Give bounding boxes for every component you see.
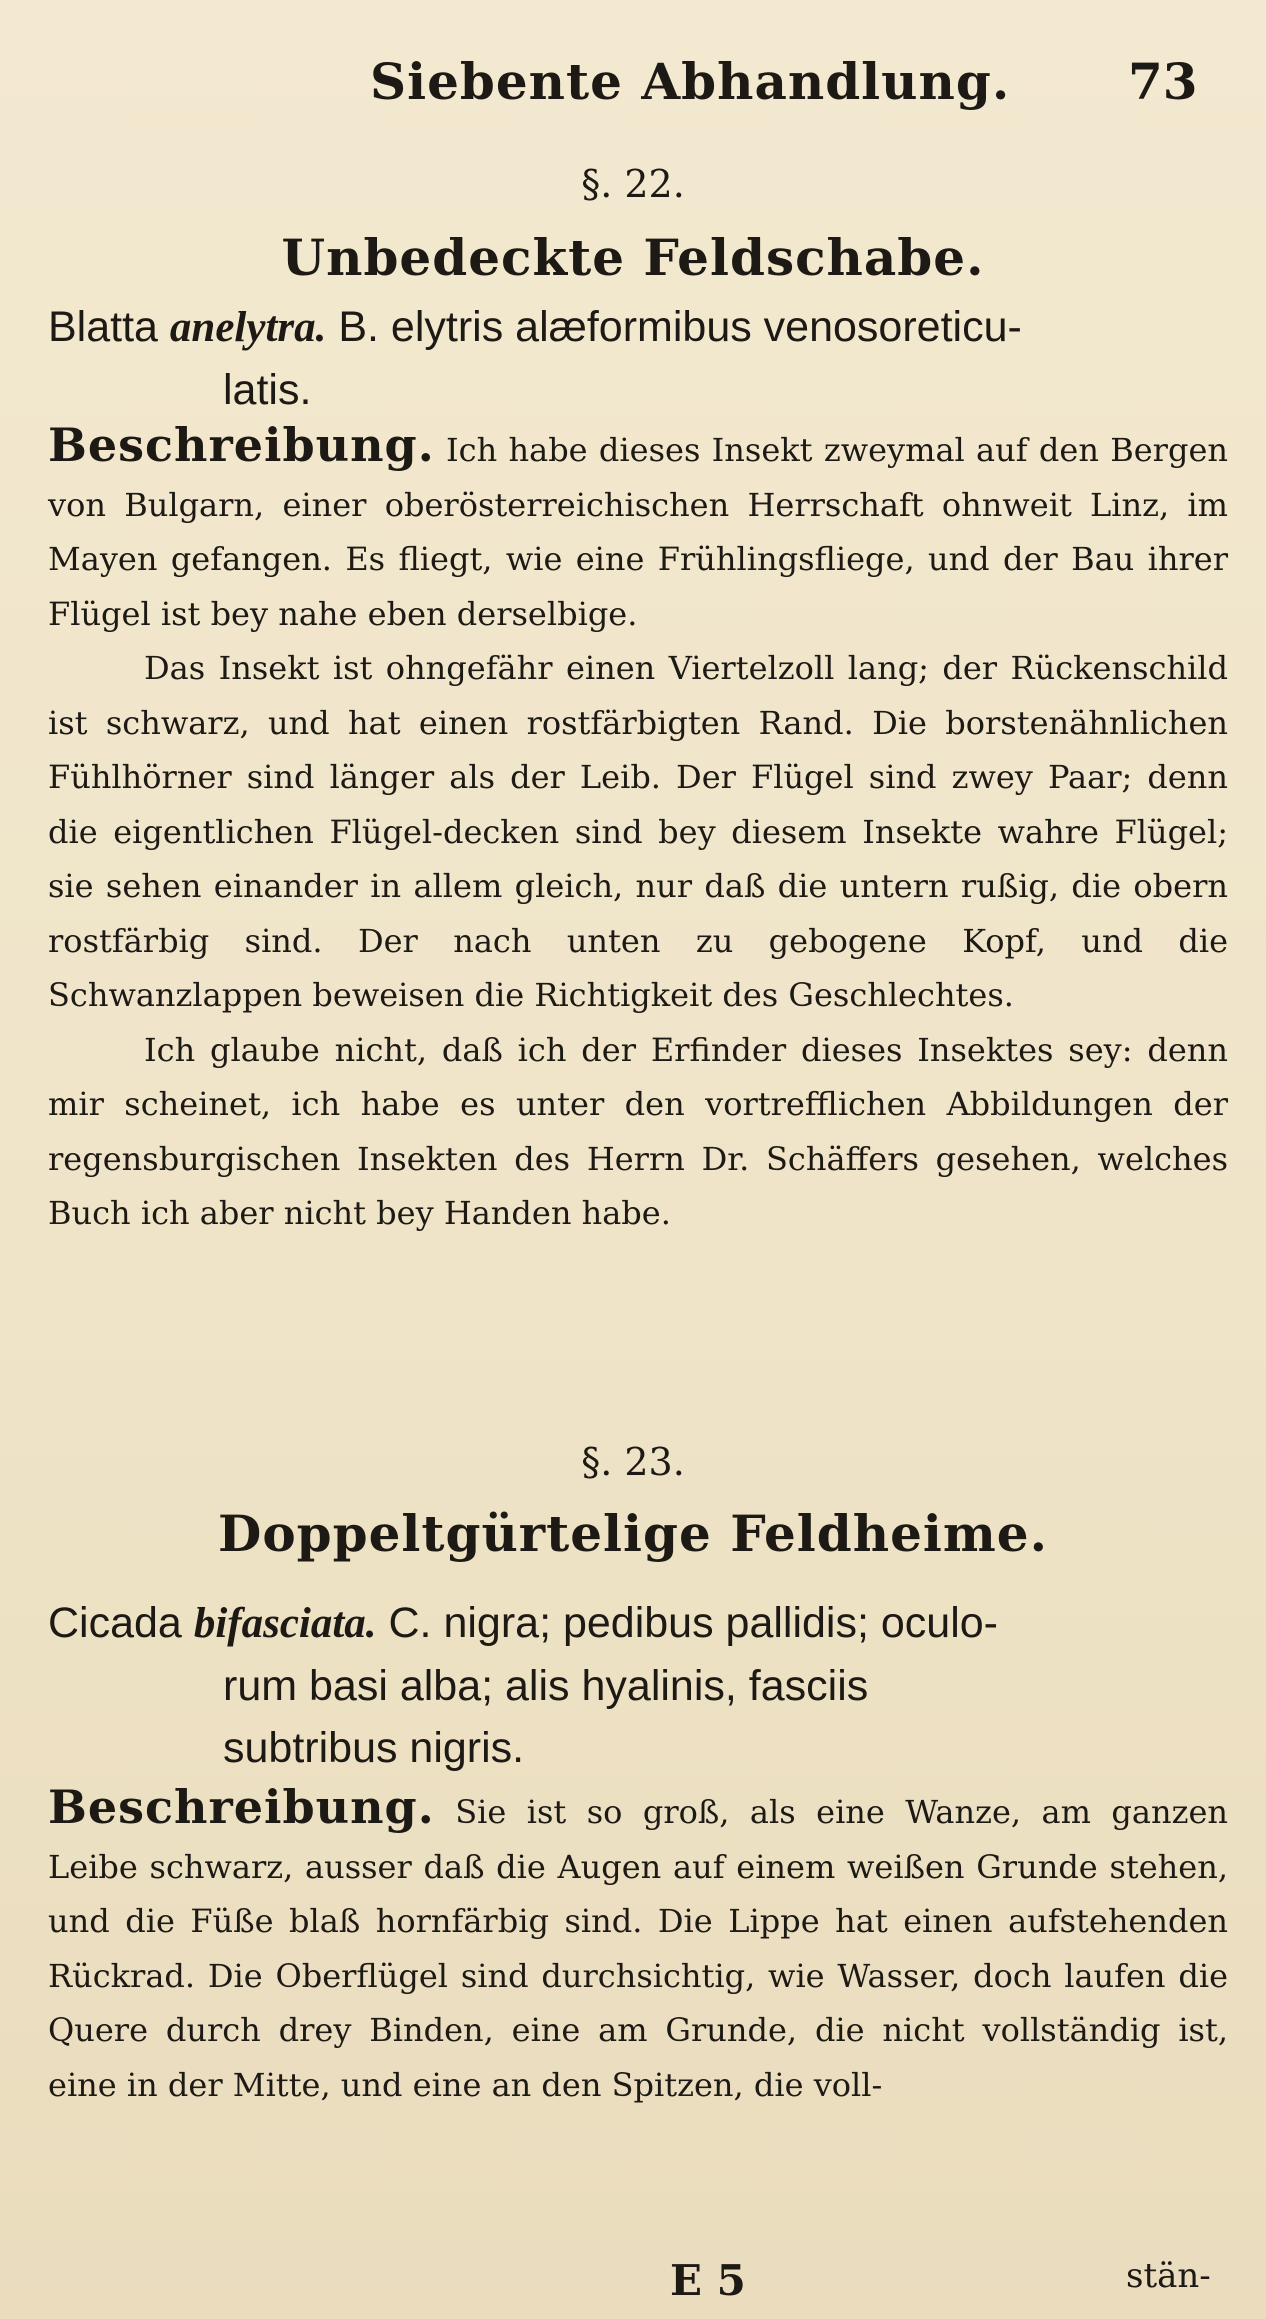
paragraph (48, 1780, 1228, 2112)
paragraph: Ich glaube nicht, daß ich der Erfinder dieses Insektes sey: denn mir scheinet, ich habe es unter den vortrefflichen Abbildungen der regensburgischen Insekten des Herrn Dr. Schäffers gesehen, welches Buch ich aber nicht bey Handen habe. (48, 1030, 1228, 1232)
species-name: anelytra. (169, 304, 327, 351)
genus-name: Blatta (48, 303, 158, 351)
paragraph-text: Ich habe dieses Insekt zweymal auf den Bergen von Bulgarn, einer oberösterreichischen Herrschaft ohnweit Linz, im Mayen gefangen. Es fliegt, wie eine Frühlingsfliege, und der Bau ihrer Flügel ist bey nahe eben derselbige. (48, 431, 1229, 633)
genus-name: Cicada (48, 1599, 182, 1647)
section-23-description (48, 1780, 1228, 2112)
latin-diagnosis-line-1: C. nigra; pedibus pallidis; oculo- (388, 1599, 998, 1647)
page-footer (0, 2256, 1266, 2316)
latin-diagnosis-line-2: rum basi alba; alis hyalinis, fasciis (223, 1662, 869, 1710)
section-22-species-entry (48, 296, 1218, 421)
description-lead: Beschreibung. (48, 418, 435, 472)
section-22-number: §. 22. (581, 162, 685, 206)
latin-diagnosis-line-1: B. elytris alæformibus venosoreticu- (338, 303, 1022, 351)
page-number: 73 (1128, 52, 1198, 111)
signature-mark: E 5 (670, 2256, 746, 2305)
paragraph (48, 418, 1228, 641)
running-title: Siebente Abhandlung. (370, 52, 1011, 111)
species-name: bifasciata. (193, 1600, 377, 1647)
description-lead: Beschreibung. (48, 1780, 435, 1834)
section-23-title: Doppeltgürtelige Feldheime. (217, 1504, 1049, 1563)
latin-diagnosis-line-2: latis. (223, 366, 312, 414)
latin-diagnosis-line-3: subtribus nigris. (223, 1724, 525, 1772)
paragraph: Das Insekt ist ohngefähr einen Viertelzoll lang; der Rückenschild ist schwarz, und hat einen rostfärbigten Rand. Die borstenähnlichen Fühlhörner sind länger als der Leib. Der Flügel sind zwey Paar; denn die eigentlichen Flügel-decken sind bey diesem Insekte wahre Flügel; sie sehen einander in allem gleich, nur daß die untern rußig, die obern rostfärbig sind. Der nach unten zu gebogene Kopf, und die Schwanzlappen beweisen die Richtigkeit des Geschlechtes. (48, 649, 1228, 1014)
section-22-title: Unbedeckte Feldschabe. (281, 228, 985, 287)
section-23-species-entry (48, 1592, 1218, 1779)
section-22-description (48, 418, 1228, 1241)
running-head (0, 52, 1266, 122)
catchword: stän- (1126, 2256, 1211, 2296)
section-23-number: §. 23. (581, 1440, 685, 1484)
paragraph-text: Sie ist so groß, als eine Wanze, am ganzen Leibe schwarz, ausser daß die Augen auf einem weißen Grunde stehen, und die Füße blaß hornfärbig sind. Die Lippe hat einen aufstehenden Rückrad. Die Oberflügel sind durchsichtig, wie Wasser, doch laufen die Quere durch drey Binden, eine am Grunde, die nicht vollständig ist, eine in der Mitte, und eine an den Spitzen, die voll- (48, 1793, 1229, 2104)
